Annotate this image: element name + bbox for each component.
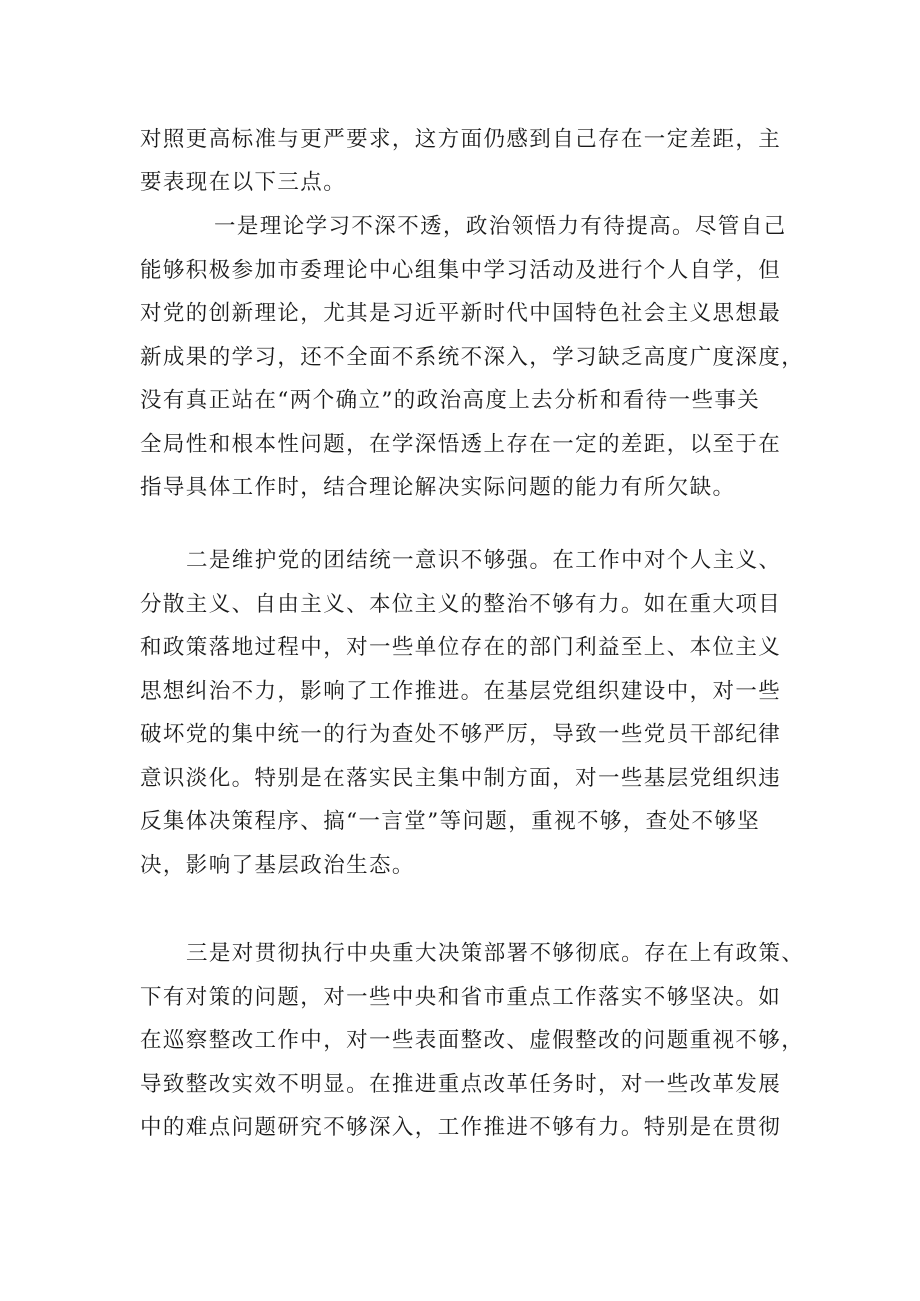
paragraph-line: 反集体决策程序、搞“一言堂”等问题，重视不够，查处不够坚	[140, 809, 761, 834]
paragraph-line: 下有对策的问题，对一些中央和省市重点工作落实不够坚决。如	[140, 985, 782, 1010]
paragraph-line: 一是理论学习不深不透，政治领悟力有待提高。尽管自己	[214, 214, 787, 239]
paragraph-line: 分散主义、自由主义、本位主义的整治不够有力。如在重大项目	[140, 592, 782, 617]
paragraph-line: 导致整改实效不明显。在推进重点改革任务时，对一些改革发展	[140, 1072, 782, 1097]
paragraph-line: 新成果的学习，还不全面不系统不深入，学习缺乏高度广度深度，	[140, 345, 805, 370]
paragraph-line: 没有真正站在“两个确立”的政治高度上去分析和看待一些事关	[140, 388, 761, 413]
paragraph-line: 三是对贯彻执行中央重大决策部署不够彻底。存在上有政策、	[186, 941, 805, 966]
paragraph-line: 意识淡化。特别是在落实民主集中制方面，对一些基层党组织违	[140, 766, 782, 791]
paragraph-line: 中的难点问题研究不够深入，工作推进不够有力。特别是在贯彻	[140, 1115, 782, 1140]
paragraph-line: 破坏党的集中统一的行为查处不够严厉，导致一些党员干部纪律	[140, 722, 782, 747]
paragraph-line: 对照更高标准与更严要求，这方面仍感到自己存在一定差距，主	[140, 127, 782, 152]
paragraph-line: 要表现在以下三点。	[140, 170, 347, 195]
paragraph-line: 在巡察整改工作中，对一些表面整改、虚假整改的问题重视不够，	[140, 1028, 805, 1053]
paragraph-line: 和政策落地过程中，对一些单位存在的部门利益至上、本位主义	[140, 635, 782, 660]
paragraph-line: 全局性和根本性问题，在学深悟透上存在一定的差距，以至于在	[140, 432, 782, 457]
paragraph-line: 能够积极参加市委理论中心组集中学习活动及进行个人自学，但	[140, 258, 782, 283]
paragraph-line: 思想纠治不力，影响了工作推进。在基层党组织建设中，对一些	[140, 679, 782, 704]
paragraph-line: 指导具体工作时，结合理论解决实际问题的能力有所欠缺。	[140, 475, 736, 500]
paragraph-line: 对党的创新理论，尤其是习近平新时代中国特色社会主义思想最	[140, 301, 782, 326]
paragraph-line: 决，影响了基层政治生态。	[140, 853, 415, 878]
paragraph-line: 二是维护党的团结统一意识不够强。在工作中对个人主义、	[186, 548, 782, 573]
